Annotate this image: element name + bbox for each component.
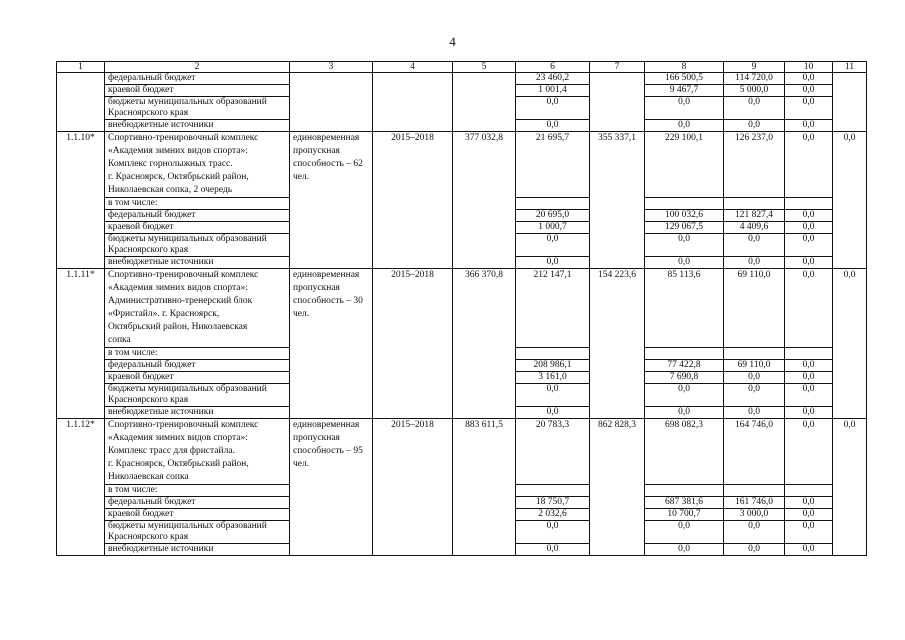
project-title-line: «Академия зимних видов спорта»:	[108, 433, 248, 443]
project-title-line: Административно-тренерский блок	[108, 296, 253, 306]
value-col8: 166 500,5	[645, 73, 724, 85]
column-header-row	[57, 62, 867, 73]
funding-source	[105, 257, 290, 269]
budget-table	[56, 61, 867, 556]
value-col10: 0,0	[785, 234, 833, 257]
value-col11: 0,0	[833, 132, 867, 269]
value-col8: 229 100,1	[645, 132, 724, 198]
value-col10: 0,0	[785, 120, 833, 132]
funding-source-label: краевой бюджет	[108, 372, 174, 382]
project-total: 377 032,8	[453, 132, 516, 269]
including-label: в том числе:	[105, 485, 290, 497]
value-col10: 0,0	[785, 419, 833, 485]
value-col9: 0,0	[724, 257, 785, 269]
value-col8: 77 422,8	[645, 360, 724, 372]
project-title-line: г. Красноярск, Октябрьский район,	[108, 459, 249, 469]
capacity-line: единовременная	[293, 133, 360, 143]
empty-col9	[724, 348, 785, 360]
funding-source-label: федеральный бюджет	[108, 73, 196, 83]
column-header: 4	[373, 62, 453, 73]
project-title-line: Октябрьский район, Николаевская	[108, 322, 248, 332]
value-col10: 0,0	[785, 222, 833, 234]
capacity-line: единовременная	[293, 270, 360, 280]
value-col6: 208 986,1	[516, 360, 590, 372]
project-capacity	[290, 132, 373, 269]
empty-col8	[645, 485, 724, 497]
column-header: 6	[516, 62, 590, 73]
funding-source	[105, 120, 290, 132]
value-col9: 161 746,0	[724, 497, 785, 509]
funding-source	[105, 360, 290, 372]
project-title-line: сопка	[108, 335, 131, 345]
value-col8: 0,0	[645, 384, 724, 407]
value-col10: 0,0	[785, 521, 833, 544]
capacity-line: чел.	[293, 309, 310, 319]
value-col6: 20 783,3	[516, 419, 590, 485]
value-col10: 0,0	[785, 407, 833, 419]
carry-col11-cell	[833, 73, 867, 132]
project-title-line: «Академия зимних видов спорта»:	[108, 146, 248, 156]
funding-source	[105, 73, 290, 85]
value-col6: 0,0	[516, 120, 590, 132]
value-col9: 0,0	[724, 97, 785, 120]
capacity-line: способность – 62	[293, 159, 363, 169]
value-col8: 698 082,3	[645, 419, 724, 485]
value-col7: 862 828,3	[590, 419, 645, 556]
project-title	[105, 132, 290, 198]
value-col6: 2 032,6	[516, 509, 590, 521]
funding-source-label: бюджеты муниципальных образований	[108, 234, 267, 244]
value-col8: 0,0	[645, 234, 724, 257]
value-col6: 1 000,7	[516, 222, 590, 234]
project-title	[105, 419, 290, 485]
value-col9: 69 110,0	[724, 360, 785, 372]
value-col9: 0,0	[724, 407, 785, 419]
funding-source	[105, 210, 290, 222]
funding-source-label: бюджеты муниципальных образований	[108, 97, 267, 107]
value-col10: 0,0	[785, 257, 833, 269]
empty-col10	[785, 348, 833, 360]
capacity-line: чел.	[293, 172, 310, 182]
value-col6: 0,0	[516, 407, 590, 419]
value-col9: 69 110,0	[724, 269, 785, 348]
capacity-line: способность – 95	[293, 446, 363, 456]
project-title-line: Николаевская сопка	[108, 472, 189, 482]
project-title-line: Спортивно-тренировочный комплекс	[108, 420, 259, 430]
value-col8: 0,0	[645, 120, 724, 132]
including-label: в том числе:	[105, 348, 290, 360]
project-title-line: «Академия зимних видов спорта»:	[108, 283, 248, 293]
value-col9: 0,0	[724, 372, 785, 384]
project-title	[105, 269, 290, 348]
value-col6: 18 750,7	[516, 497, 590, 509]
value-col7: 154 223,6	[590, 269, 645, 419]
value-col10: 0,0	[785, 97, 833, 120]
value-col10: 0,0	[785, 509, 833, 521]
value-col8: 0,0	[645, 97, 724, 120]
funding-source-label: бюджеты муниципальных образований	[108, 521, 267, 531]
value-col8: 10 700,7	[645, 509, 724, 521]
including-label: в том числе:	[105, 198, 290, 210]
funding-source-label-cont: Красноярского края	[108, 395, 189, 405]
column-header: 7	[590, 62, 645, 73]
empty-col6	[516, 348, 590, 360]
value-col9: 114 720,0	[724, 73, 785, 85]
carry-capacity-cell	[290, 73, 373, 132]
value-col10: 0,0	[785, 210, 833, 222]
capacity-line: способность – 30	[293, 296, 363, 306]
funding-source	[105, 521, 290, 544]
project-id: 1.1.11*	[57, 269, 105, 419]
value-col9: 126 237,0	[724, 132, 785, 198]
value-col9: 5 000,0	[724, 85, 785, 97]
column-header: 3	[290, 62, 373, 73]
column-header: 9	[724, 62, 785, 73]
project-capacity	[290, 269, 373, 419]
value-col8: 0,0	[645, 257, 724, 269]
funding-source	[105, 222, 290, 234]
project-title-line: г. Красноярск, Октябрьский район,	[108, 172, 249, 182]
value-col6: 0,0	[516, 234, 590, 257]
value-col6: 0,0	[516, 97, 590, 120]
value-col9: 0,0	[724, 234, 785, 257]
project-period: 2015–2018	[373, 269, 453, 419]
empty-col10	[785, 198, 833, 210]
funding-source-label-cont: Красноярского края	[108, 532, 189, 542]
value-col11: 0,0	[833, 419, 867, 556]
funding-row	[57, 73, 867, 85]
carry-id-cell	[57, 73, 105, 132]
value-col6: 0,0	[516, 384, 590, 407]
project-title-line: Николаевская сопка, 2 очередь	[108, 185, 233, 195]
capacity-line: чел.	[293, 459, 310, 469]
value-col8: 0,0	[645, 544, 724, 556]
value-col10: 0,0	[785, 497, 833, 509]
project-total: 883 611,5	[453, 419, 516, 556]
funding-source-label: внебюджетные источники	[108, 544, 214, 554]
funding-source	[105, 372, 290, 384]
value-col9: 3 000,0	[724, 509, 785, 521]
funding-source	[105, 384, 290, 407]
capacity-line: пропускная	[293, 283, 340, 293]
value-col8: 9 467,7	[645, 85, 724, 97]
empty-col8	[645, 348, 724, 360]
project-id: 1.1.10*	[57, 132, 105, 269]
project-title-line: Комплекс трасс для фристайла.	[108, 446, 235, 456]
column-header: 10	[785, 62, 833, 73]
value-col8: 0,0	[645, 407, 724, 419]
value-col6: 0,0	[516, 544, 590, 556]
funding-source	[105, 234, 290, 257]
empty-col6	[516, 198, 590, 210]
value-col11: 0,0	[833, 269, 867, 419]
value-col6: 20 695,0	[516, 210, 590, 222]
value-col8: 129 067,5	[645, 222, 724, 234]
value-col6: 0,0	[516, 521, 590, 544]
value-col8: 100 032,6	[645, 210, 724, 222]
project-title-line: Спортивно-тренировочный комплекс	[108, 270, 259, 280]
funding-source-label: внебюджетные источники	[108, 120, 214, 130]
funding-source	[105, 85, 290, 97]
value-col8: 85 113,6	[645, 269, 724, 348]
funding-source-label: внебюджетные источники	[108, 407, 214, 417]
funding-source-label: федеральный бюджет	[108, 210, 196, 220]
value-col10: 0,0	[785, 372, 833, 384]
value-col10: 0,0	[785, 85, 833, 97]
value-col9: 121 827,4	[724, 210, 785, 222]
value-col10: 0,0	[785, 544, 833, 556]
funding-source	[105, 509, 290, 521]
project-title-line: «Фристайл». г. Красноярск,	[108, 309, 220, 319]
value-col10: 0,0	[785, 360, 833, 372]
project-row	[57, 419, 867, 485]
empty-col6	[516, 485, 590, 497]
value-col9: 164 746,0	[724, 419, 785, 485]
empty-col10	[785, 485, 833, 497]
value-col9: 0,0	[724, 384, 785, 407]
value-col9: 4 409,6	[724, 222, 785, 234]
funding-source-label: краевой бюджет	[108, 509, 174, 519]
value-col10: 0,0	[785, 269, 833, 348]
project-period: 2015–2018	[373, 132, 453, 269]
funding-source-label: краевой бюджет	[108, 85, 174, 95]
value-col6: 3 161,0	[516, 372, 590, 384]
value-col9: 0,0	[724, 544, 785, 556]
funding-source-label: внебюджетные источники	[108, 257, 214, 267]
project-row	[57, 132, 867, 198]
capacity-line: единовременная	[293, 420, 360, 430]
value-col8: 7 690,8	[645, 372, 724, 384]
funding-source-label: краевой бюджет	[108, 222, 174, 232]
value-col6: 0,0	[516, 257, 590, 269]
value-col7: 355 337,1	[590, 132, 645, 269]
column-header: 8	[645, 62, 724, 73]
funding-source	[105, 497, 290, 509]
value-col10: 0,0	[785, 384, 833, 407]
capacity-line: пропускная	[293, 433, 340, 443]
column-header: 1	[57, 62, 105, 73]
capacity-line: пропускная	[293, 146, 340, 156]
funding-source-label-cont: Красноярского края	[108, 108, 189, 118]
carry-total-cell	[453, 73, 516, 132]
value-col10: 0,0	[785, 73, 833, 85]
project-capacity	[290, 419, 373, 556]
carry-col7-cell	[590, 73, 645, 132]
project-period: 2015–2018	[373, 419, 453, 556]
funding-source-label-cont: Красноярского края	[108, 245, 189, 255]
carry-period-cell	[373, 73, 453, 132]
project-row	[57, 269, 867, 348]
funding-source	[105, 407, 290, 419]
funding-source	[105, 544, 290, 556]
column-header: 2	[105, 62, 290, 73]
column-header: 5	[453, 62, 516, 73]
value-col9: 0,0	[724, 521, 785, 544]
value-col6: 212 147,1	[516, 269, 590, 348]
value-col6: 23 460,2	[516, 73, 590, 85]
value-col6: 1 001,4	[516, 85, 590, 97]
column-header: 11	[833, 62, 867, 73]
project-title-line: Комплекс горнолыжных трасс.	[108, 159, 233, 169]
project-total: 366 370,8	[453, 269, 516, 419]
funding-source-label: федеральный бюджет	[108, 360, 196, 370]
value-col8: 0,0	[645, 521, 724, 544]
empty-col8	[645, 198, 724, 210]
page-number: 4	[449, 34, 456, 49]
funding-source-label: бюджеты муниципальных образований	[108, 384, 267, 394]
value-col6: 21 695,7	[516, 132, 590, 198]
project-title-line: Спортивно-тренировочный комплекс	[108, 133, 259, 143]
value-col10: 0,0	[785, 132, 833, 198]
empty-col9	[724, 198, 785, 210]
empty-col9	[724, 485, 785, 497]
project-id: 1.1.12*	[57, 419, 105, 556]
value-col9: 0,0	[724, 120, 785, 132]
funding-source	[105, 97, 290, 120]
value-col8: 687 381,6	[645, 497, 724, 509]
funding-source-label: федеральный бюджет	[108, 497, 196, 507]
